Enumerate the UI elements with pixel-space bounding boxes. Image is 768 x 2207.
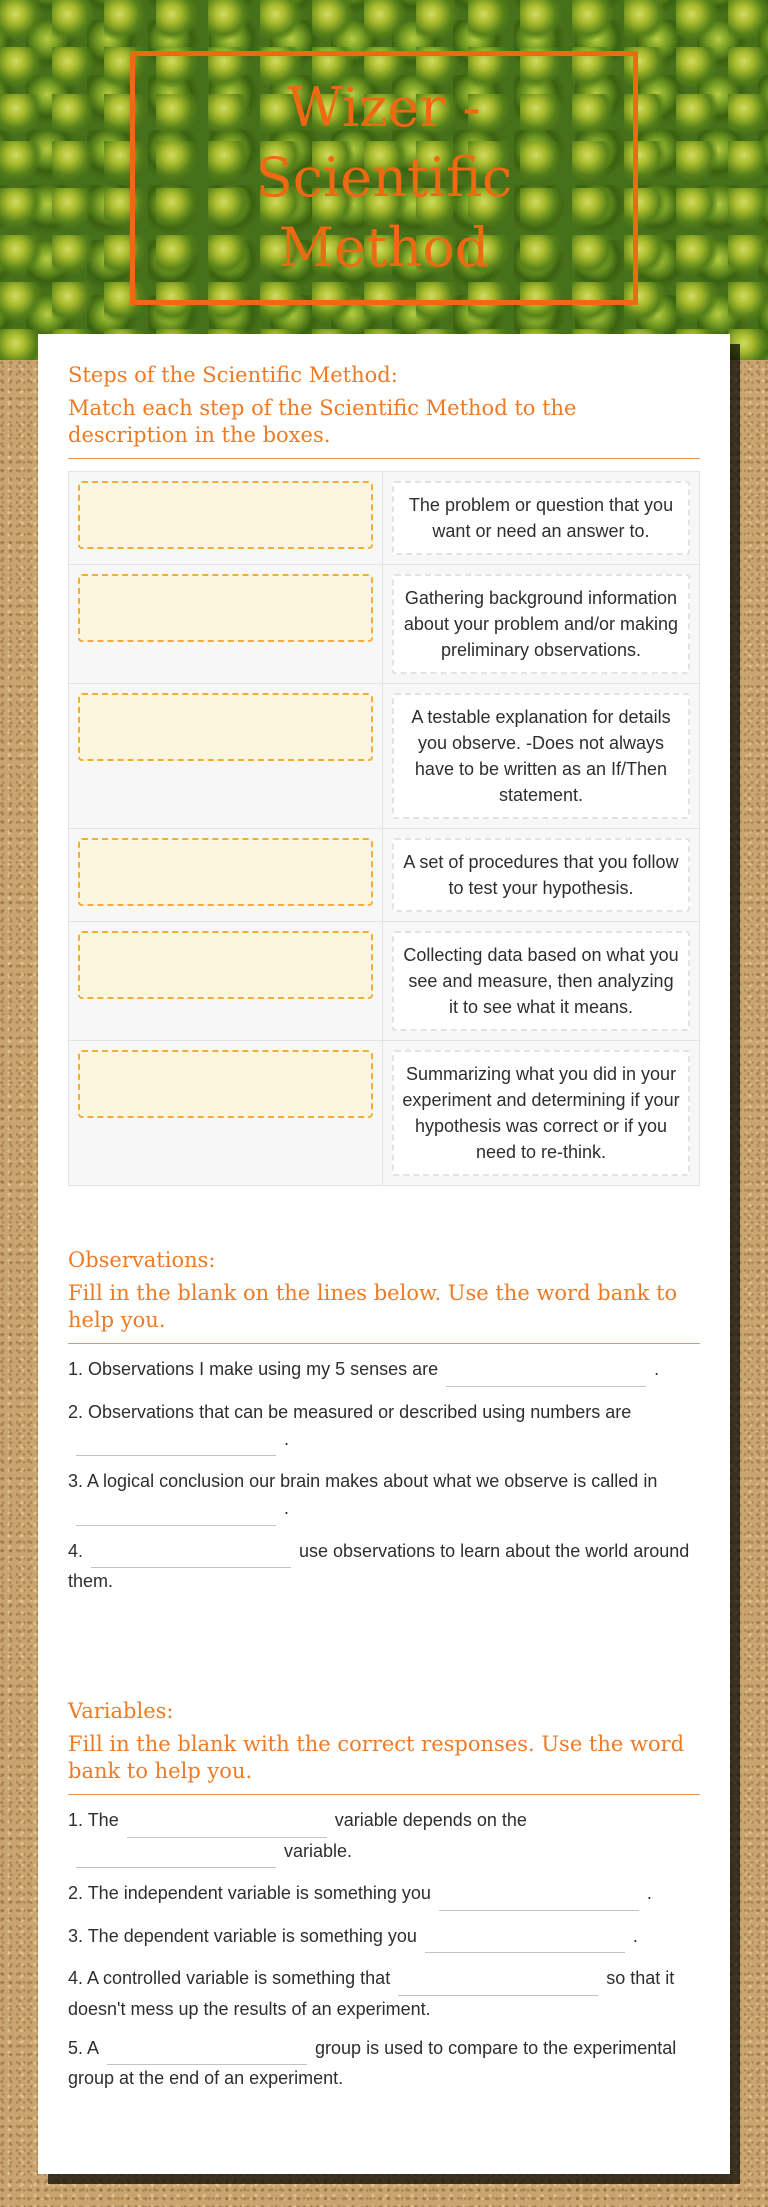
observations-eyebrow: Observations: — [68, 1248, 216, 1272]
match-row — [69, 565, 699, 684]
variable-answer-5[interactable] — [107, 2044, 307, 2065]
question-text: variable. — [284, 1840, 353, 1861]
match-right-cell — [383, 684, 699, 828]
match-left-cell — [69, 829, 383, 921]
drop-zone-2[interactable] — [78, 574, 373, 642]
question-text: . — [654, 1359, 660, 1379]
question-text: . — [646, 1883, 652, 1903]
match-left-cell — [69, 565, 383, 683]
match-left-cell — [69, 684, 383, 828]
question-text: . — [632, 1925, 638, 1946]
observations-instruction: Fill in the blank on the lines below. Use the word bank to help you. — [68, 1280, 700, 1344]
observation-question-2 — [68, 1399, 700, 1457]
description-card: A set of procedures that you follow to test your hypothesis. — [392, 838, 690, 912]
variable-question-4 — [68, 1965, 700, 2023]
steps-instruction: Match each step of the Scientific Method to the description in the boxes. — [68, 395, 700, 459]
worksheet-card — [38, 334, 730, 2174]
question-text: 4. — [68, 1540, 84, 1561]
drop-zone-1[interactable] — [78, 481, 373, 549]
question-text: 2. The independent variable is something you — [68, 1883, 431, 1903]
question-text: 2. Observations that can be measured or described using numbers are — [68, 1401, 632, 1422]
description-card: Gathering background information about your problem and/or making preliminary observations. — [392, 574, 690, 674]
question-text: 1. The — [68, 1810, 119, 1830]
drop-zone-6[interactable] — [78, 1050, 373, 1118]
observation-question-1 — [68, 1356, 700, 1387]
match-right-cell — [383, 829, 699, 921]
description-card: The problem or question that you want or need an answer to. — [392, 481, 690, 555]
observation-question-4 — [68, 1538, 700, 1596]
variables-section — [38, 1607, 730, 2092]
question-text: so that it doesn't mess up the results of an experiment. — [68, 1968, 675, 2019]
drop-zone-4[interactable] — [78, 838, 373, 906]
match-right-cell — [383, 1041, 699, 1185]
page-title: Wizer - Scientific Method — [255, 76, 513, 279]
description-card: Collecting data based on what you see and measure, then analyzing it to see what it means. — [392, 931, 690, 1031]
drop-zone-5[interactable] — [78, 931, 373, 999]
variable-question-2 — [68, 1880, 700, 1911]
variable-answer-1a[interactable] — [127, 1817, 327, 1838]
variables-questions — [68, 1807, 700, 2092]
question-text: 3. A logical conclusion our brain makes about what we observe is called in — [68, 1471, 658, 1491]
match-row — [69, 922, 699, 1041]
variables-instruction: Fill in the blank with the correct responses. Use the word bank to help you. — [68, 1731, 700, 1795]
question-text: 1. Observations I make using my 5 senses are — [68, 1359, 439, 1379]
match-left-cell — [69, 1041, 383, 1185]
drop-zone-3[interactable] — [78, 693, 373, 761]
observation-question-3 — [68, 1468, 700, 1526]
match-row — [69, 829, 699, 922]
hero-title-frame — [130, 51, 638, 305]
variable-answer-1b[interactable] — [76, 1847, 276, 1868]
match-right-cell — [383, 565, 699, 683]
variable-answer-2[interactable] — [439, 1890, 639, 1911]
steps-section — [38, 334, 730, 1186]
variable-question-1 — [68, 1807, 700, 1868]
question-text: . — [284, 1498, 290, 1518]
hero-banner — [0, 0, 768, 360]
steps-eyebrow: Steps of the Scientific Method: — [68, 363, 398, 387]
question-text: use observations to learn about the world around them. — [68, 1540, 690, 1591]
variable-question-3 — [68, 1923, 700, 1954]
match-row — [69, 1041, 699, 1185]
description-card: A testable explanation for details you observe. -Does not always have to be written as an If/Then statement. — [392, 693, 690, 819]
variables-eyebrow: Variables: — [68, 1699, 174, 1723]
question-text: . — [284, 1428, 290, 1449]
observation-answer-3[interactable] — [76, 1505, 276, 1526]
observations-questions — [68, 1356, 700, 1595]
observations-header — [68, 1246, 700, 1344]
question-text: group is used to compare to the experimental group at the end of an experiment. — [68, 2037, 677, 2088]
observation-answer-4[interactable] — [91, 1547, 291, 1568]
match-row — [69, 472, 699, 565]
variable-answer-3[interactable] — [425, 1932, 625, 1953]
observations-section — [38, 1186, 730, 1595]
match-row — [69, 684, 699, 829]
match-left-cell — [69, 472, 383, 564]
variables-header — [68, 1697, 700, 1795]
question-text: 4. A controlled variable is something that — [68, 1968, 391, 1988]
question-text: 5. A — [68, 2037, 100, 2058]
description-card: Summarizing what you did in your experiment and determining if your hypothesis was correct or if you need to re-think. — [392, 1050, 690, 1176]
matching-table — [68, 471, 700, 1186]
question-text: 3. The dependent variable is something you — [68, 1925, 417, 1946]
observation-answer-1[interactable] — [446, 1366, 646, 1387]
match-right-cell — [383, 472, 699, 564]
observation-answer-2[interactable] — [76, 1435, 276, 1456]
match-right-cell — [383, 922, 699, 1040]
steps-header — [68, 361, 700, 459]
match-left-cell — [69, 922, 383, 1040]
question-text: variable depends on the — [334, 1810, 527, 1830]
variable-answer-4[interactable] — [398, 1975, 598, 1996]
variable-question-5 — [68, 2035, 700, 2093]
